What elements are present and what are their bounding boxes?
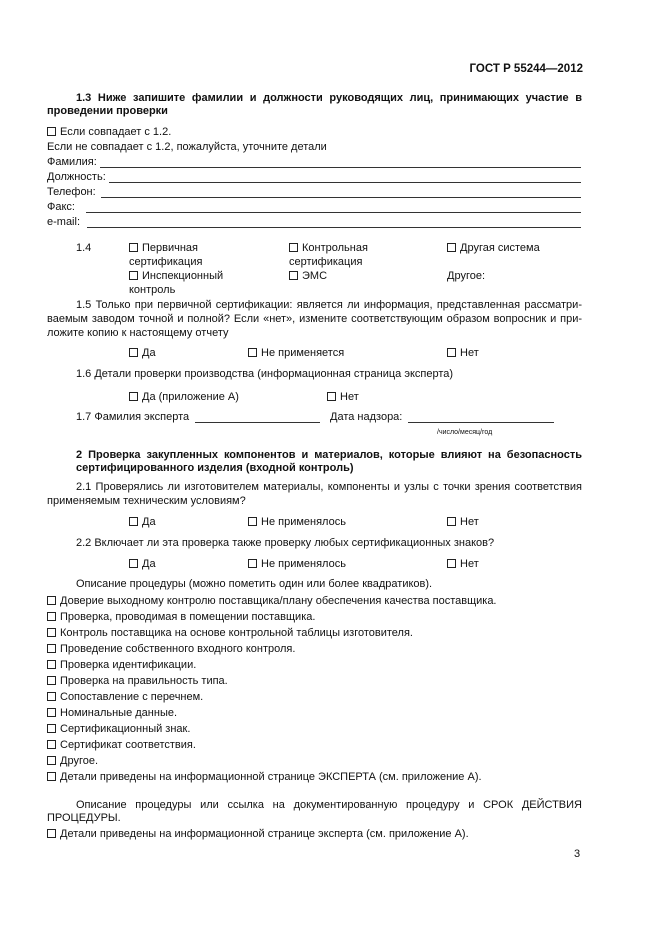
checkbox-icon[interactable] xyxy=(289,271,298,280)
checkbox-icon[interactable] xyxy=(129,271,138,280)
s16-yes-option[interactable]: Да (приложение А) xyxy=(129,391,239,404)
option-inspection-control-line2: контроль xyxy=(129,284,176,296)
checkbox-icon[interactable] xyxy=(447,348,456,357)
section-1-3-title-line2: проведении проверки xyxy=(47,105,168,117)
expert-name-line[interactable] xyxy=(195,422,320,423)
checkbox-icon[interactable] xyxy=(47,829,56,838)
checkbox-icon[interactable] xyxy=(47,692,56,701)
checkbox-icon[interactable] xyxy=(47,660,56,669)
section-2-title-line2: сертифицированного изделия (входной контроль) xyxy=(76,462,354,474)
final-description-line1: Описание процедуры или ссылка на документированную процедуру и СРОК ДЕЙСТВИЯ xyxy=(76,799,582,811)
checkbox-icon[interactable] xyxy=(47,596,56,605)
inspection-date-line[interactable] xyxy=(408,422,554,423)
field-position-line[interactable] xyxy=(109,182,581,183)
checkbox-icon[interactable] xyxy=(248,348,257,357)
field-phone-label: Телефон: xyxy=(47,186,96,198)
checkbox-icon[interactable] xyxy=(47,740,56,749)
date-format-hint: /число/месяц/год xyxy=(437,429,493,436)
s21-yes-option[interactable]: Да xyxy=(129,516,156,529)
s16-no-option[interactable]: Нет xyxy=(327,391,359,404)
option-emc[interactable]: ЭМС xyxy=(289,270,327,283)
checkbox-icon[interactable] xyxy=(47,772,56,781)
field-surname-label: Фамилия: xyxy=(47,156,97,168)
procedure-description-label: Описание процедуры (можно пометить один или более квадратиков). xyxy=(76,578,433,590)
field-position-label: Должность: xyxy=(47,171,106,183)
field-email-label: e-mail: xyxy=(47,216,81,228)
s15-no-option[interactable]: Нет xyxy=(447,347,479,360)
page-number: 3 xyxy=(574,848,581,860)
field-fax-line[interactable] xyxy=(86,212,581,213)
s15-na-option[interactable]: Не применяется xyxy=(248,347,344,360)
s22-no-option[interactable]: Нет xyxy=(447,558,479,571)
option-inspection-control[interactable]: Инспекционный xyxy=(129,270,223,283)
procedure-item[interactable]: Проведение собственного входного контроля. xyxy=(47,643,295,656)
checkbox-icon[interactable] xyxy=(47,756,56,765)
final-description-line2: ПРОЦЕДУРЫ. xyxy=(47,812,121,824)
s21-na-option[interactable]: Не применялось xyxy=(248,516,346,529)
section-2-1-line1: 2.1 Проверялись ли изготовителем материалы, компоненты и узлы с точки зрения соответствия xyxy=(76,481,582,493)
field-email-line[interactable] xyxy=(87,227,581,228)
standard-number: ГОСТ Р 55244—2012 xyxy=(469,63,583,75)
procedure-item[interactable]: Проверка на правильность типа. xyxy=(47,675,228,688)
checkbox-icon[interactable] xyxy=(327,392,336,401)
option-other-system[interactable]: Другая система xyxy=(447,242,540,255)
s22-yes-option[interactable]: Да xyxy=(129,558,156,571)
checkbox-icon[interactable] xyxy=(447,559,456,568)
option-other-label: Другое: xyxy=(447,270,486,282)
checkbox-icon[interactable] xyxy=(47,708,56,717)
checkbox-icon[interactable] xyxy=(447,243,456,252)
option-primary-certification-line2: сертификация xyxy=(129,256,203,268)
same-as-1-2-option[interactable]: Если совпадает с 1.2. xyxy=(47,126,171,139)
checkbox-icon[interactable] xyxy=(47,127,56,136)
procedure-item[interactable]: Проверка идентификации. xyxy=(47,659,196,672)
option-primary-certification[interactable]: Первичная xyxy=(129,242,198,255)
checkbox-icon[interactable] xyxy=(289,243,298,252)
procedure-item[interactable]: Сопоставление с перечнем. xyxy=(47,691,203,704)
not-same-label: Если не совпадает с 1.2, пожалуйста, уточните детали xyxy=(47,141,327,153)
procedure-item[interactable]: Детали приведены на информационной странице ЭКСПЕРТА (см. приложение А). xyxy=(47,771,482,784)
checkbox-icon[interactable] xyxy=(248,517,257,526)
checkbox-icon[interactable] xyxy=(47,644,56,653)
checkbox-icon[interactable] xyxy=(47,628,56,637)
s21-no-option[interactable]: Нет xyxy=(447,516,479,529)
checkbox-icon[interactable] xyxy=(47,724,56,733)
checkbox-icon[interactable] xyxy=(47,676,56,685)
section-1-5-line3: ложите копию к настоящему отчету xyxy=(47,327,229,339)
section-1-6-text: 1.6 Детали проверки производства (информационная страница эксперта) xyxy=(76,368,454,380)
procedure-item[interactable]: Сертификационный знак. xyxy=(47,723,190,736)
procedure-item[interactable]: Контроль поставщика на основе контрольной таблицы изготовителя. xyxy=(47,627,413,640)
section-2-2-text: 2.2 Включает ли эта проверка также проверку любых сертификационных знаков? xyxy=(76,537,495,549)
field-fax-label: Факс: xyxy=(47,201,75,213)
procedure-item[interactable]: Доверие выходному контролю поставщика/плану обеспечения качества поставщика. xyxy=(47,595,497,608)
section-1-4-number: 1.4 xyxy=(76,242,92,254)
checkbox-icon[interactable] xyxy=(129,348,138,357)
checkbox-icon[interactable] xyxy=(447,517,456,526)
checkbox-icon[interactable] xyxy=(129,517,138,526)
checkbox-icon[interactable] xyxy=(248,559,257,568)
checkbox-icon[interactable] xyxy=(129,559,138,568)
field-phone-line[interactable] xyxy=(101,197,581,198)
option-control-certification[interactable]: Контрольная xyxy=(289,242,368,255)
procedure-item[interactable]: Сертификат соответствия. xyxy=(47,739,196,752)
inspection-date-label: Дата надзора: xyxy=(330,411,403,423)
s15-yes-option[interactable]: Да xyxy=(129,347,156,360)
section-1-5-line1: 1.5 Только при первичной сертификации: является ли информация, представленная рассматри- xyxy=(76,299,582,311)
field-surname-line[interactable] xyxy=(100,167,581,168)
section-2-title-line1: 2 Проверка закупленных компонентов и материалов, которые влияют на безопасность xyxy=(76,449,582,461)
expert-name-label: 1.7 Фамилия эксперта xyxy=(76,411,190,423)
section-1-5-line2: ваемым заводом точной и полной? Если «нет», измените соответствующим образом вопросник и при- xyxy=(47,313,582,325)
option-control-certification-line2: сертификация xyxy=(289,256,363,268)
checkbox-icon[interactable] xyxy=(129,243,138,252)
procedure-item[interactable]: Проверка, проводимая в помещении поставщика. xyxy=(47,611,315,624)
s22-na-option[interactable]: Не применялось xyxy=(248,558,346,571)
section-1-3-title-line1: 1.3 Ниже запишите фамилии и должности руководящих лиц, принимающих участие в xyxy=(76,92,582,104)
section-2-1-line2: применяемым техническим условиям? xyxy=(47,495,246,507)
checkbox-icon[interactable] xyxy=(129,392,138,401)
checkbox-icon[interactable] xyxy=(47,612,56,621)
procedure-item[interactable]: Номинальные данные. xyxy=(47,707,177,720)
final-details-option[interactable]: Детали приведены на информационной странице эксперта (см. приложение А). xyxy=(47,828,469,841)
procedure-item[interactable]: Другое. xyxy=(47,755,98,768)
